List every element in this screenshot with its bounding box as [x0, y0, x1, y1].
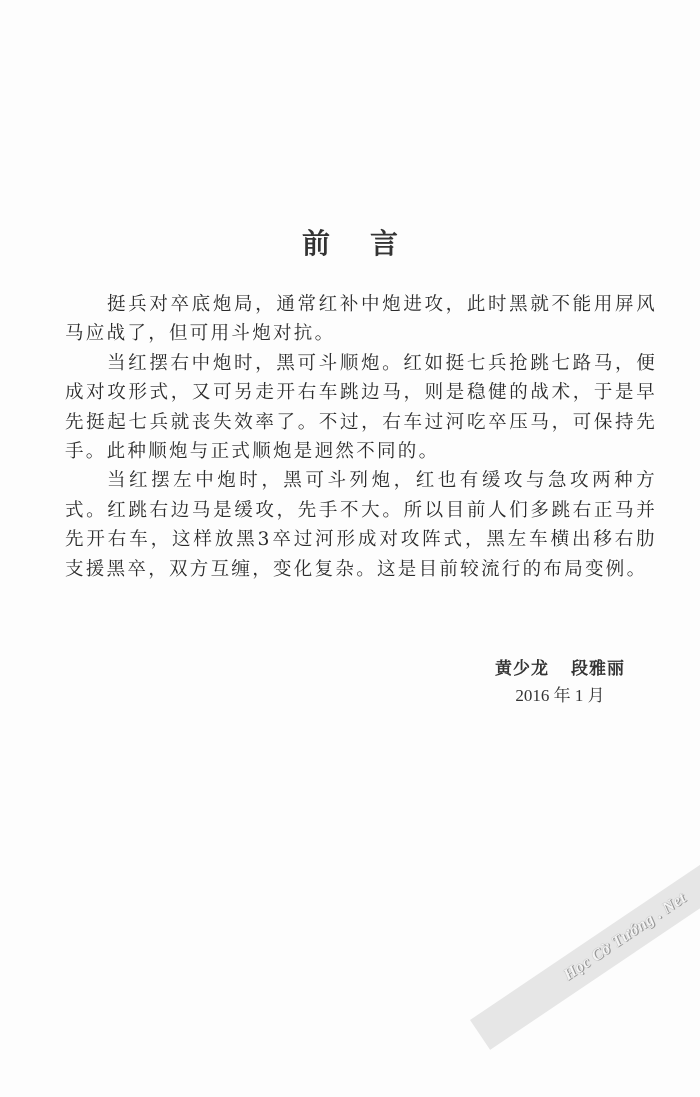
paragraph-2: 当红摆右中炮时，黑可斗顺炮。红如挺七兵抢跳七路马，便成对攻形式，又可另走开右车跳边马，则是稳健的战术，于是早先挺起七兵就丧失效率了。不过，右车过河吃卒压马，可保持先手。此种顺炮与正式顺炮是迥然不同的。: [65, 352, 657, 463]
paragraph-1: 挺兵对卒底炮局，通常红补中炮进攻，此时黑就不能用屏风马应战了，但可用斗炮对抗。: [65, 294, 657, 345]
watermark-text: Học Cờ Tướng . Net: [560, 889, 690, 984]
author-1: 黄少龙: [495, 659, 549, 679]
paragraph-3: 当红摆左中炮时，黑可斗列炮，红也有缓攻与急攻两种方式。红跳右边马是缓攻，先手不大。所以目前人们多跳右正马并先开右车，这样放黑3卒过河形成对攻阵式，黑左车横出移右肋支援黑卒，双方互缠，变化复杂。这是目前较流行的布局变例。: [65, 470, 657, 580]
author-signature: [460, 655, 660, 683]
preface-body: [65, 290, 657, 584]
author-2: 段雅丽: [571, 659, 625, 679]
page-title: 前言: [301, 227, 438, 260]
signature-date: 2016 年 1 月: [515, 686, 605, 705]
watermark-ribbon: [470, 835, 700, 1049]
